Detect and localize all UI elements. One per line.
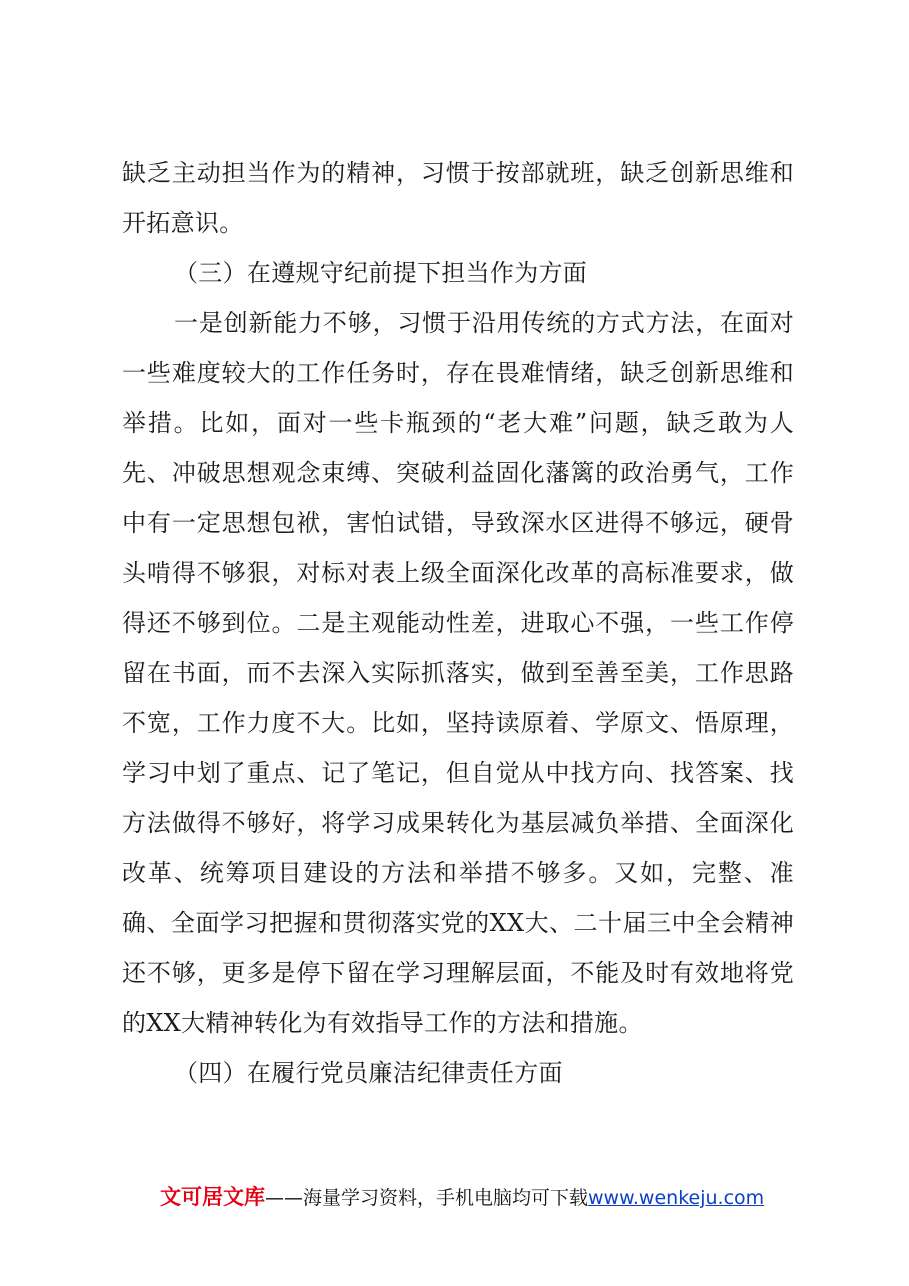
paragraph-section-three-body: 一是创新能力不够，习惯于沿用传统的方式方法，在面对一些难度较大的工作任务时，存在畏难情绪，缺乏创新思维和举措。比如，面对一些卡瓶颈的“老大难”问题，缺乏敢为人先、冲破思想观念束缚、突破利益固化藩篱的政治勇气，工作中有一定思想包袱，害怕试错，导致深水区进得不够远，硬骨头啃得不够狠，对标对表上级全面深化改革的高标准要求，做得还不够到位。二是主观能动性差，进取心不强，一些工作停留在书面，而不去深入实际抓落实，做到至善至美，工作思路不宽，工作力度不大。比如，坚持读原着、学原文、悟原理，学习中划了重点、记了笔记，但自觉从中找方向、找答案、找方法做得不够好，将学习成果转化为基层减负举措、全面深化改革、统筹项目建设的方法和举措不够多。又如，完整、准确、全面学习把握和贯彻落实党的XX大、二十届三中全会精神还不够，更多是停下留在学习理解层面，不能及时有效地将党的XX大精神转化为有效指导工作的方法和措施。 — [122, 309, 794, 1037]
footer-website-link[interactable]: www.wenkeju.com — [588, 1187, 765, 1209]
document-body — [122, 148, 794, 1098]
footer-slogan: ——海量学习资料，手机电脑均可下载 — [265, 1187, 589, 1209]
paragraph-continuation: 缺乏主动担当作为的精神，习惯于按部就班，缺乏创新思维和开拓意识。 — [122, 159, 794, 237]
footer-brand: 文可居文库 — [160, 1185, 265, 1209]
section-heading-four: （四）在履行党员廉洁纪律责任方面 — [174, 1059, 563, 1087]
footer-banner — [160, 1183, 800, 1212]
section-heading-three: （三）在遵规守纪前提下担当作为方面 — [174, 259, 588, 287]
